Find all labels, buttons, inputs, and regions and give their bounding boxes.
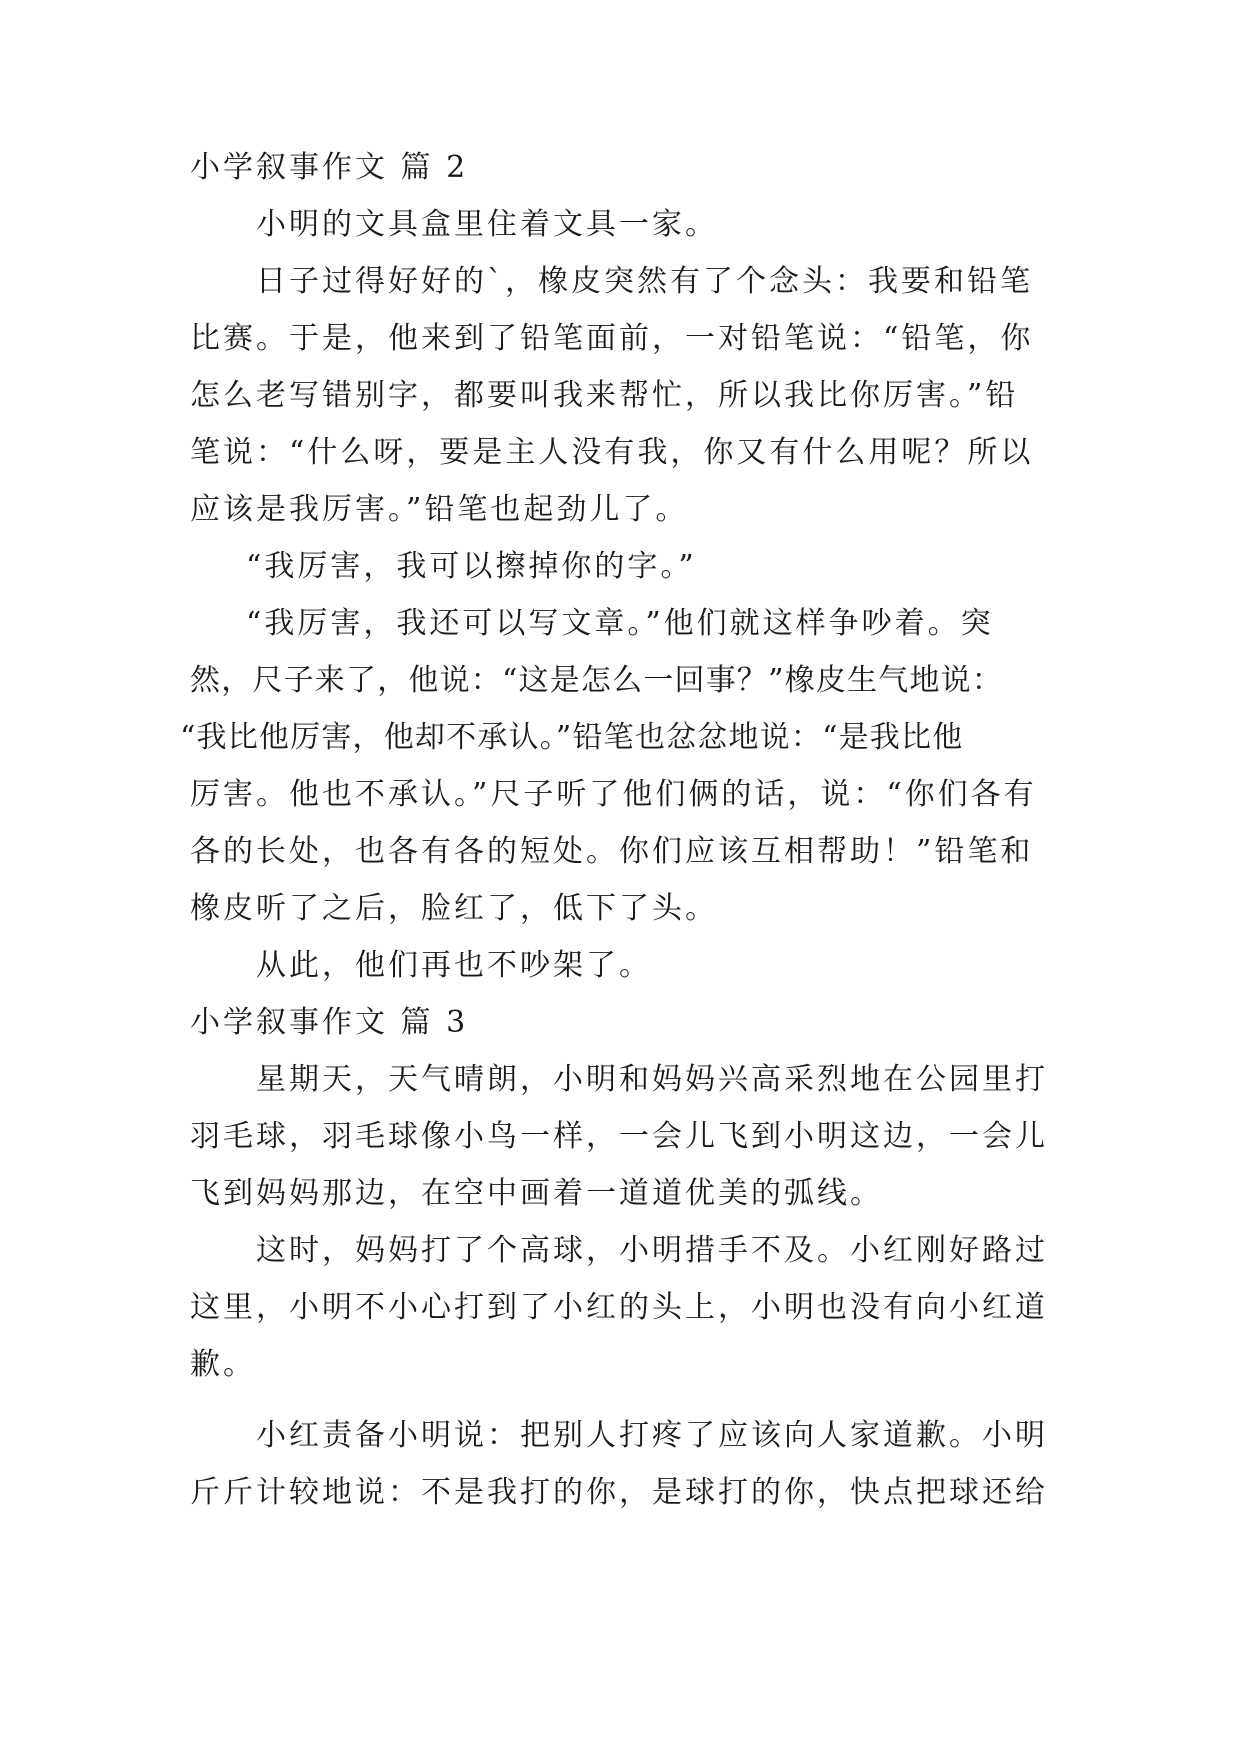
paragraph-line: 从此，他们再也不吵架了。 [256, 948, 652, 983]
paragraph-line: “我厉害，我还可以写文章。”他们就这样争吵着。突 [246, 606, 994, 641]
paragraph-line: 日子过得好好的`，橡皮突然有了个念头：我要和铅笔 [256, 264, 1033, 299]
paragraph-line: 橡皮听了之后，脸红了，低下了头。 [190, 891, 718, 926]
paragraph-line: 然，尺子来了，他说：“这是怎么一回事？”橡皮生气地说： [190, 663, 1004, 698]
paragraph-line: 比赛。于是，他来到了铅笔面前，一对铅笔说：“铅笔，你 [190, 321, 1034, 356]
paragraph-line: 飞到妈妈那边，在空中画着一道道优美的弧线。 [190, 1176, 883, 1211]
paragraph-line: 歉。 [190, 1347, 256, 1382]
paragraph-line: “我比他厉害，他却不承认。”铅笔也忿忿地说：“是我比他 [180, 720, 964, 755]
paragraph-line: “我厉害，我可以擦掉你的字。” [246, 549, 697, 584]
paragraph-line: 怎么老写错别字，都要叫我来帮忙，所以我比你厉害。”铅 [190, 378, 1019, 413]
paragraph-line: 各的长处，也各有各的短处。你们应该互相帮助！”铅笔和 [190, 834, 1034, 869]
paragraph-line: 小明的文具盒里住着文具一家。 [256, 207, 718, 242]
paragraph-line: 星期天，天气晴朗，小明和妈妈兴高采烈地在公园里打 [256, 1062, 1048, 1097]
paragraph-line: 斤斤计较地说：不是我打的你，是球打的你，快点把球还给 [190, 1475, 1048, 1510]
paragraph-line: 小红责备小明说：把别人打疼了应该向人家道歉。小明 [256, 1418, 1048, 1453]
paragraph-line: 这时，妈妈打了个高球，小明措手不及。小红刚好路过 [256, 1233, 1048, 1268]
paragraph-line: 笔说：“什么呀，要是主人没有我，你又有什么用呢？所以 [190, 435, 1034, 470]
section-heading: 小学叙事作文 篇 3 [190, 1005, 469, 1040]
section-heading: 小学叙事作文 篇 2 [190, 150, 469, 185]
paragraph-line: 应该是我厉害。”铅笔也起劲儿了。 [190, 492, 689, 527]
paragraph-line: 羽毛球，羽毛球像小鸟一样，一会儿飞到小明这边，一会儿 [190, 1119, 1048, 1154]
paragraph-line: 厉害。他也不承认。”尺子听了他们俩的话，说：“你们各有 [190, 777, 1037, 812]
paragraph-line: 这里，小明不小心打到了小红的头上，小明也没有向小红道 [190, 1290, 1048, 1325]
